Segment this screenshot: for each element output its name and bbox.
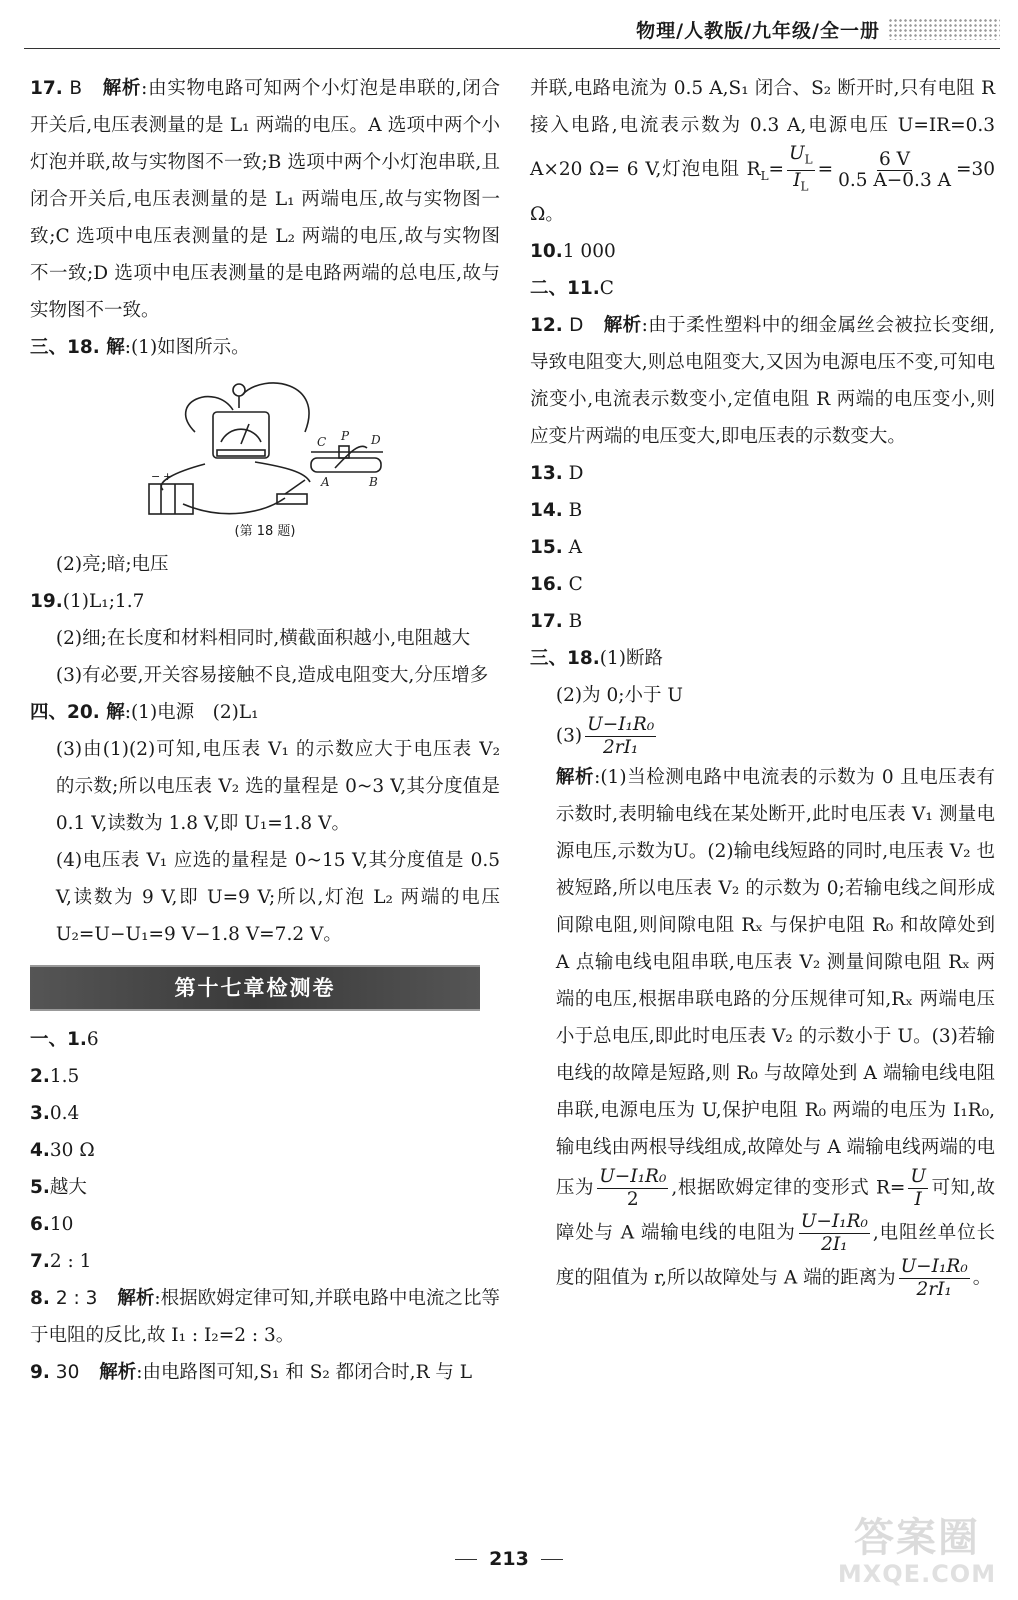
watermark-logo xyxy=(828,1516,1006,1592)
answer-item xyxy=(530,529,995,566)
answer-text: 1 000 xyxy=(562,241,616,263)
answer-18b-analysis xyxy=(530,759,995,1301)
label-c: C xyxy=(317,435,327,449)
result-text: =30 Ω。 xyxy=(530,159,995,226)
answer-item xyxy=(530,603,995,640)
label-plus: + xyxy=(163,470,173,483)
question-number: 9. xyxy=(30,1362,50,1383)
fraction-numerator: U−I₁R₀ xyxy=(599,1166,667,1188)
answer-text: :(1)如图所示。 xyxy=(124,337,250,358)
analysis-text: ,电阻丝单位长度的阻值为 r,所以故障处与 A 端的距离为 xyxy=(555,1222,995,1289)
question-number: 5. xyxy=(30,1177,50,1198)
question-number: 17. xyxy=(530,611,563,633)
analysis-text: 可知,故障处与 A 端输电线的电阻为 xyxy=(555,1177,995,1244)
subscript: L xyxy=(800,179,809,194)
fraction-b xyxy=(908,1166,928,1211)
answer-text: 0.4 xyxy=(49,1103,80,1124)
analysis-label: 解析 xyxy=(117,1288,155,1309)
analysis-text: :由实物电路可知两个小灯泡是串联的,闭合开关后,电压表测量的是 L₁ 两端的电压。A 选项中两个小灯泡并联,故与实物图不一致;B 选项中两个小灯泡串联,且闭合开关后,电压表测量的是 L₁ 两端电压,故与实物图一致;C 选项中电压表测量的是 L₂ 两端的电压,故与实物图不一致;D 选项中电压表测量的是电路两端的总电压,故与实物图不一致。 xyxy=(30,78,500,321)
fraction-denominator: I xyxy=(914,1189,922,1211)
question-number: 2. xyxy=(30,1066,50,1087)
question-number: 8. xyxy=(30,1288,50,1309)
answer-text: C xyxy=(568,574,583,596)
question-number: 3. xyxy=(30,1103,50,1124)
question-number: 12. xyxy=(530,315,563,337)
answer-20-part4: (4)电压表 V₁ 应选的量程是 0~15 V,其分度值是 0.5 V,读数为 9 V,即 U=9 V;所以,灯泡 L₂ 两端的电压U₂=U−U₁=9 V−1.8 V=7.2 V。 xyxy=(55,850,500,945)
fraction-denominator: 2rI₁ xyxy=(916,1279,952,1301)
label-minus: − xyxy=(151,470,161,483)
circuit-figure xyxy=(30,372,500,542)
header-title: 物理/人教版/九年级/全一册 xyxy=(636,19,880,42)
fraction-denominator xyxy=(791,171,810,197)
watermark-text: 答案圈 xyxy=(854,1515,980,1561)
fraction-denominator: 2rI₁ xyxy=(603,737,639,759)
short-answers-left xyxy=(30,1021,500,1280)
label-b: B xyxy=(369,475,378,489)
answer-text: 越大 xyxy=(49,1177,87,1198)
answer-text: C xyxy=(599,278,614,300)
answer-text: 2 : 1 xyxy=(49,1251,92,1272)
equals-sign: = xyxy=(817,159,834,181)
answer-item xyxy=(530,566,995,603)
label-a: A xyxy=(321,475,330,489)
var-i: I xyxy=(793,169,801,191)
answer-item xyxy=(30,1169,500,1206)
answer-18b-part1 xyxy=(530,640,995,677)
fraction-ul-il xyxy=(787,144,815,196)
question-number: 6. xyxy=(30,1214,50,1235)
question-number: 4. xyxy=(30,1140,50,1161)
answer-text: 1.5 xyxy=(49,1066,80,1087)
answer-19-part3: (3)有必要,开关容易接触不良,造成电阻变大,分压增多 xyxy=(55,665,489,686)
label-p: P xyxy=(341,429,350,443)
header-rule xyxy=(24,48,1000,49)
question-number: 二、11. xyxy=(530,278,600,300)
fraction-a xyxy=(597,1166,668,1211)
question-number: 14. xyxy=(530,500,563,522)
page-number-dash-left xyxy=(455,1559,477,1560)
answer-18-part2: (2)亮;暗;电压 xyxy=(55,554,169,575)
answer-8 xyxy=(30,1280,500,1354)
header-dot-pattern xyxy=(888,18,1000,40)
fraction-c xyxy=(799,1211,870,1256)
analysis-text: :由电路图可知,S₁ 和 S₂ 都闭合时,R 与 L xyxy=(136,1362,473,1383)
fraction-denominator: 0.5 A−0.3 A xyxy=(838,169,951,191)
fraction-numerator: U−I₁R₀ xyxy=(900,1256,968,1278)
answer-text: D xyxy=(568,463,584,485)
left-column xyxy=(30,70,500,1391)
analysis-label: 解析 xyxy=(102,78,142,99)
analysis-text: ,根据欧姆定律的变形式 R= xyxy=(671,1177,906,1199)
subscript: L xyxy=(760,168,769,183)
var-u: U xyxy=(789,143,805,164)
label-d: D xyxy=(371,433,381,447)
answer-item xyxy=(30,1058,500,1095)
analysis-label: 解析 xyxy=(603,315,642,337)
part-label: (3) xyxy=(555,725,583,747)
figure-caption: (第 18 题) xyxy=(234,524,296,539)
analysis-text: 并联,电路电流为 0.5 A,S₁ 闭合、S₂ 断开时,只有电阻 R 接入电路,电流表示数为 0.3 A,电源电压 U=IR=0.3 A×20 Ω= 6 V,灯泡电阻 R xyxy=(530,78,995,181)
fraction-answer xyxy=(585,714,656,759)
answer-item xyxy=(30,1206,500,1243)
answer-9-continued xyxy=(530,70,995,233)
right-column xyxy=(530,70,995,1301)
answer-18b-part2: (2)为 0;小于 U xyxy=(555,685,683,707)
analysis-label: 解析 xyxy=(99,1362,137,1383)
answer-choice: B xyxy=(69,78,83,99)
question-number: 三、18. 解 xyxy=(30,337,125,358)
equals-sign: = xyxy=(768,159,785,181)
fraction-6v xyxy=(836,150,953,191)
question-number: 三、18. xyxy=(530,648,600,670)
answer-text: 30 Ω xyxy=(49,1140,95,1161)
answer-12 xyxy=(530,307,995,455)
answer-text: 6 xyxy=(86,1029,99,1050)
question-number: 15. xyxy=(530,537,563,559)
answer-item xyxy=(30,1021,500,1058)
question-number: 19. xyxy=(30,591,63,612)
answer-18b-part3 xyxy=(530,714,995,759)
answer-item xyxy=(530,233,995,270)
answer-item xyxy=(30,1095,500,1132)
question-number: 四、20. 解 xyxy=(30,702,125,723)
fraction-numerator: 6 V xyxy=(879,148,911,170)
answer-9 xyxy=(30,1354,500,1391)
answer-19-part1 xyxy=(30,583,500,620)
question-number: 16. xyxy=(530,574,563,596)
answer-item xyxy=(30,1132,500,1169)
watermark-url: MXQE.COM xyxy=(837,1560,997,1588)
answer-20-part12 xyxy=(30,694,500,731)
answer-text: B xyxy=(568,500,583,522)
analysis-text: 。 xyxy=(972,1267,992,1289)
question-number: 17. xyxy=(30,78,63,99)
question-number: 10. xyxy=(530,241,563,263)
answer-choice: 2 : 3 xyxy=(55,1288,98,1309)
page-header xyxy=(636,14,1000,44)
analysis-label: 解析 xyxy=(555,767,595,789)
answer-text: (1)L₁;1.7 xyxy=(62,591,145,612)
question-number: 一、1. xyxy=(30,1029,87,1050)
fraction-numerator: U−I₁R₀ xyxy=(587,714,655,736)
question-number: 13. xyxy=(530,463,563,485)
question-number: 7. xyxy=(30,1251,50,1272)
answer-text: (1)断路 xyxy=(599,648,663,670)
answer-text: :(1)电源 (2)L₁ xyxy=(124,702,259,723)
answer-item xyxy=(30,1243,500,1280)
analysis-text: :(1)当检测电路中电流表的示数为 0 且电压表有示数时,表明输电线在某处断开,此时电压表 V₁ 测量电源电压,示数为U。(2)输电线短路的同时,电压表 V₂ 也被短路,所以电压表 V₂ 的示数为 0;若输电线之间形成间隙电阻,则间隙电阻 Rₓ 与保护电阻 R₀ 和故障处到 A 点输电线电阻串联,电压表 V₂ 测量间隙电阻 Rₓ 两端的电压,根据串联电路的分压规律可知,Rₓ 两端电压小于总电压,即此时电压表 V₂ 的示数小于 U。(3)若输电线的故障是短路,则 R₀ 与故障处到 A 端输电线电阻串联,电源电压为 U,保护电阻 R₀ 两端的电压为 I₁R₀,输电线由两根导线组成,故障处与 A 端输电线两端的电压为 xyxy=(555,767,995,1199)
page-number-dash-right xyxy=(541,1559,563,1560)
answer-choice: 30 xyxy=(55,1362,80,1383)
answer-item xyxy=(530,455,995,492)
answer-17 xyxy=(30,70,500,329)
answer-20-part3: (3)由(1)(2)可知,电压表 V₁ 的示数应大于电压表 V₂ 的示数;所以电压表 V₂ 选的量程是 0~3 V,其分度值是 0.1 V,读数为 1.8 V,即 U₁=1.8 V。 xyxy=(55,739,500,834)
fraction-numerator: U−I₁R₀ xyxy=(800,1211,868,1233)
fraction-numerator xyxy=(787,144,815,171)
page-number-text: 213 xyxy=(489,1548,529,1570)
answer-19-part2: (2)细;在长度和材料相同时,横截面积越小,电阻越大 xyxy=(55,628,471,649)
answer-text: B xyxy=(568,611,583,633)
answer-18-heading xyxy=(30,329,500,366)
answer-text: 10 xyxy=(49,1214,74,1235)
circuit-diagram xyxy=(135,372,395,522)
analysis-text: :由于柔性塑料中的细金属丝会被拉长变细,导致电阻变大,则总电阻变大,又因为电源电压不变,可知电流变小,电流表示数变小,定值电阻 R 两端的电压变小,则应变片两端的电压变大,即电压表的示数变大。 xyxy=(530,315,995,448)
section-banner: 第十七章检测卷 xyxy=(30,965,480,1011)
fraction-numerator: U xyxy=(910,1166,926,1188)
answer-item xyxy=(530,492,995,529)
fraction-d xyxy=(899,1256,970,1301)
fraction-denominator: 2I₁ xyxy=(821,1234,848,1256)
fraction-denominator: 2 xyxy=(626,1189,639,1211)
analysis-text: :根据欧姆定律可知,并联电路中电流之比等于电阻的反比,故 I₁ : I₂=2 : 3。 xyxy=(30,1288,500,1346)
subscript: L xyxy=(804,152,813,167)
answer-item xyxy=(530,270,995,307)
answer-text: A xyxy=(568,537,583,559)
answer-choice: D xyxy=(569,315,584,337)
